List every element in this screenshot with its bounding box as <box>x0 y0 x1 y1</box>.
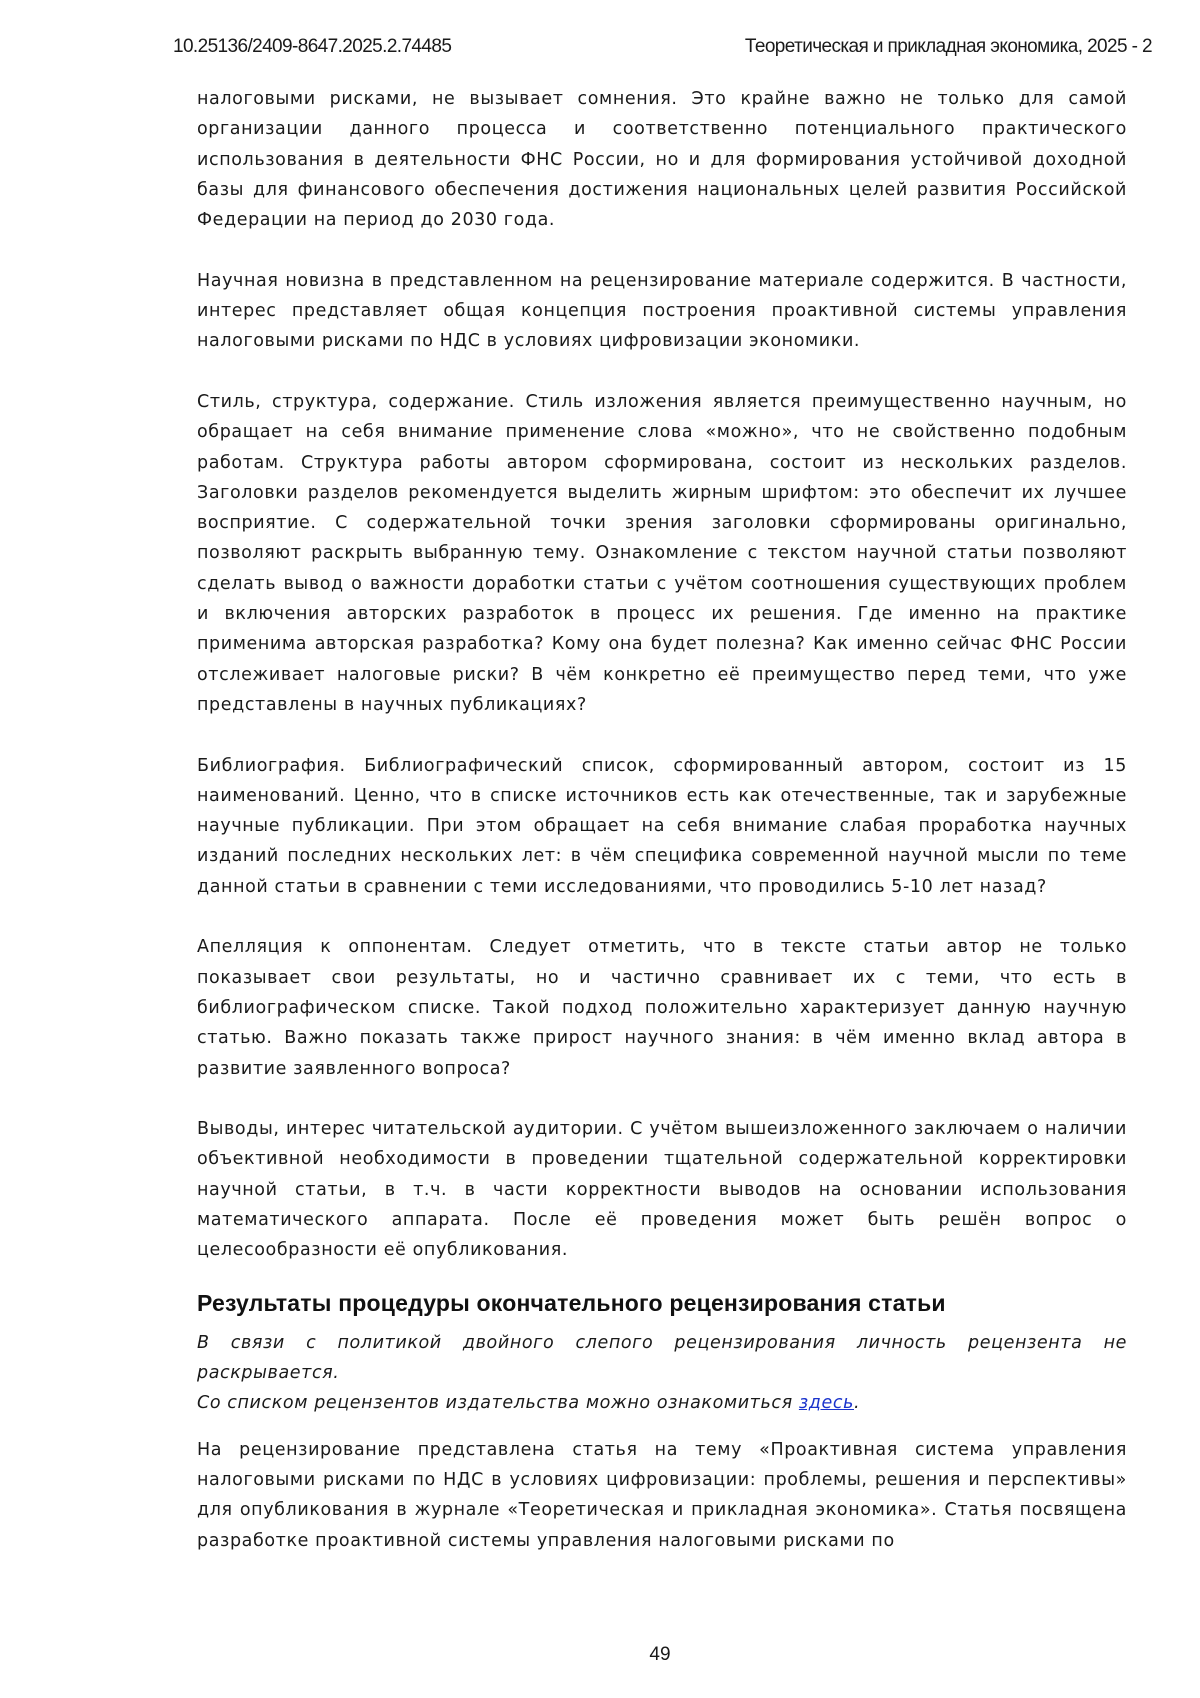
body-paragraph: Библиография. Библиографический список, сформированный автором, состоит из 15 наименований. Ценно, что в списке источников есть как отечественные, так и зарубежные научные публикации. При этом обращает на себя внимание слабая проработка научных изданий последних нескольких лет: в чём специфика современной научной мысли по теме данной статьи в сравнении с теми исследованиями, что проводились 5-10 лет назад? <box>197 751 1127 902</box>
reviewers-list-suffix: . <box>854 1393 860 1413</box>
reviewers-list-note <box>197 1388 1127 1418</box>
reviewers-list-text: Со списком рецензентов издательства можно ознакомиться <box>197 1393 799 1413</box>
page-number: 49 <box>0 1644 1200 1666</box>
reviewer-note <box>197 1328 1127 1419</box>
review-paragraph: На рецензирование представлена статья на тему «Проактивная система управления налоговыми рисками по НДС в условиях цифровизации: проблемы, решения и перспективы» для опубликования в журнале «Теоретическая и прикладная экономика». Статья посвящена разработке проактивной системы управления налоговыми рисками по <box>197 1435 1127 1556</box>
section-heading: Результаты процедуры окончательного рецензирования статьи <box>197 1288 1127 1318</box>
running-header <box>173 36 1152 60</box>
body-paragraph: Стиль, структура, содержание. Стиль изложения является преимущественно научным, но обращает на себя внимание применение слова «можно», что не свойственно подобным работам. Структура работы автором сформирована, состоит из нескольких разделов. Заголовки разделов рекомендуется выделить жирным шрифтом: это обеспечит их лучшее восприятие. С содержательной точки зрения заголовки сформированы оригинально, позволяют раскрыть выбранную тему. Ознакомление с текстом научной статьи позволяют сделать вывод о важности доработки статьи с учётом соотношения существующих проблем и включения авторских разработок в процесс их решения. Где именно на практике применима авторская разработка? Кому она будет полезна? Как именно сейчас ФНС России отслеживает налоговые риски? В чём конкретно её преимущество перед теми, что уже представлены в научных публикациях? <box>197 387 1127 720</box>
body-paragraph: Научная новизна в представленном на рецензирование материале содержится. В частности, интерес представляет общая концепция построения проактивной системы управления налоговыми рисками по НДС в условиях цифровизации экономики. <box>197 266 1127 357</box>
doi-label: 10.25136/2409-8647.2025.2.74485 <box>173 36 451 58</box>
body-paragraph: Выводы, интерес читательской аудитории. С учётом вышеизложенного заключаем о наличии объективной необходимости в проведении тщательной содержательной корректировки научной статьи, в т.ч. в части корректности выводов на основании использования математического аппарата. После её проведения может быть решён вопрос о целесообразности её опубликования. <box>197 1114 1127 1265</box>
anonymity-note: В связи с политикой двойного слепого рецензирования личность рецензента не раскрывается. <box>197 1328 1127 1389</box>
reviewers-list-link[interactable]: здесь <box>799 1393 854 1413</box>
journal-title: Теоретическая и прикладная экономика, 2025 - 2 <box>745 36 1152 58</box>
body-paragraph: налоговыми рисками, не вызывает сомнения. Это крайне важно не только для самой организации данного процесса и соответственно потенциального практического использования в деятельности ФНС России, но и для формирования устойчивой доходной базы для финансового обеспечения достижения национальных целей развития Российской Федерации на период до 2030 года. <box>197 84 1127 235</box>
body-paragraph: Апелляция к оппонентам. Следует отметить, что в тексте статьи автор не только показывает свои результаты, но и частично сравнивает их с теми, что есть в библиографическом списке. Такой подход положительно характеризует данную научную статью. Важно показать также прирост научного знания: в чём именно вклад автора в развитие заявленного вопроса? <box>197 932 1127 1083</box>
article-body <box>197 84 1127 1586</box>
